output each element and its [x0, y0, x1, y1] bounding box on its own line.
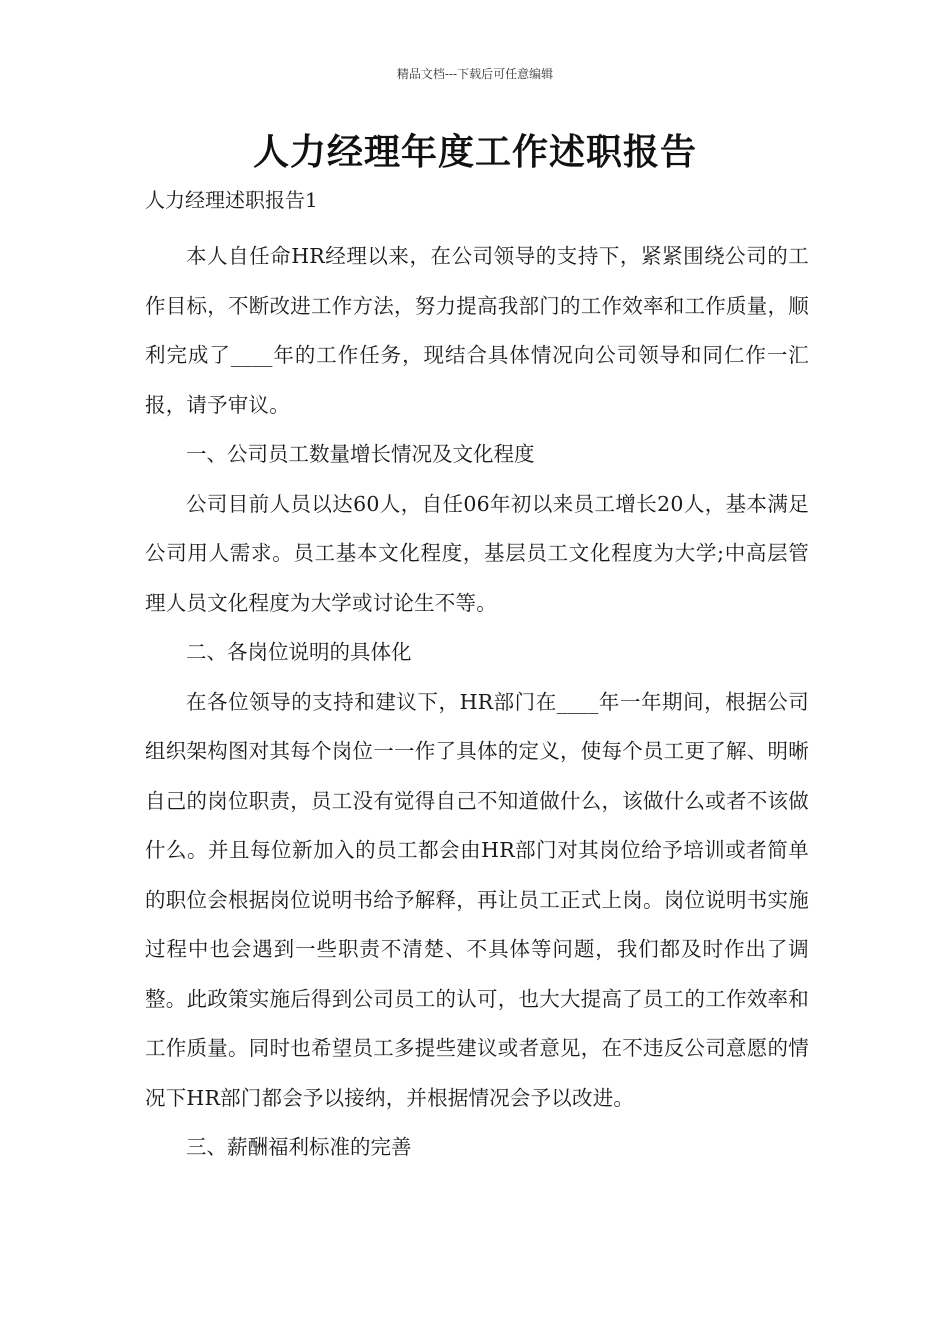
paragraph-staff-growth: 公司目前人员以达60人，自任06年初以来员工增长20人，基本满足公司用人需求。员工基本文化程度，基层员工文化程度为大学;中高层管理人员文化程度为大学或讨论生不等。	[145, 491, 809, 615]
section-heading-3: 三、薪酬福利标准的完善	[186, 1135, 412, 1159]
paragraph-job-descriptions: 在各位领导的支持和建议下，HR部门在____年一年期间，根据公司组织架构图对其每个岗位一一作了具体的定义，使每个员工更了解、明晰自己的岗位职责，员工没有觉得自己不知道做什么，该做什么或者不该做什么。并且每位新加入的员工都会由HR部门对其岗位给予培训或者简单的职位会根据岗位说明书给予解释，再让员工正式上岗。岗位说明书实施过程中也会遇到一些职责不清楚、不具体等问题，我们都及时作出了调整。此政策实施后得到公司员工的认可，也大大提高了员工的工作效率和工作质量。同时也希望员工多提些建议或者意见，在不违反公司意愿的情况下HR部门都会予以接纳，并根据情况会予以改进。	[145, 689, 809, 1110]
document-body	[145, 232, 809, 1173]
header-note: 精品文档---下载后可任意编辑	[396, 67, 554, 81]
document-title: 人力经理年度工作述职报告	[252, 131, 697, 173]
section-heading-1: 一、公司员工数量增长情况及文化程度	[186, 442, 535, 466]
section-heading-2: 二、各岗位说明的具体化	[186, 640, 412, 664]
paragraph-intro: 本人自任命HR经理以来，在公司领导的支持下，紧紧围绕公司的工作目标，不断改进工作方法，努力提高我部门的工作效率和工作质量，顺利完成了____年的工作任务，现结合具体情况向公司领导和同仁作一汇报，请予审议。	[145, 244, 809, 417]
document-subtitle: 人力经理述职报告1	[145, 188, 318, 212]
